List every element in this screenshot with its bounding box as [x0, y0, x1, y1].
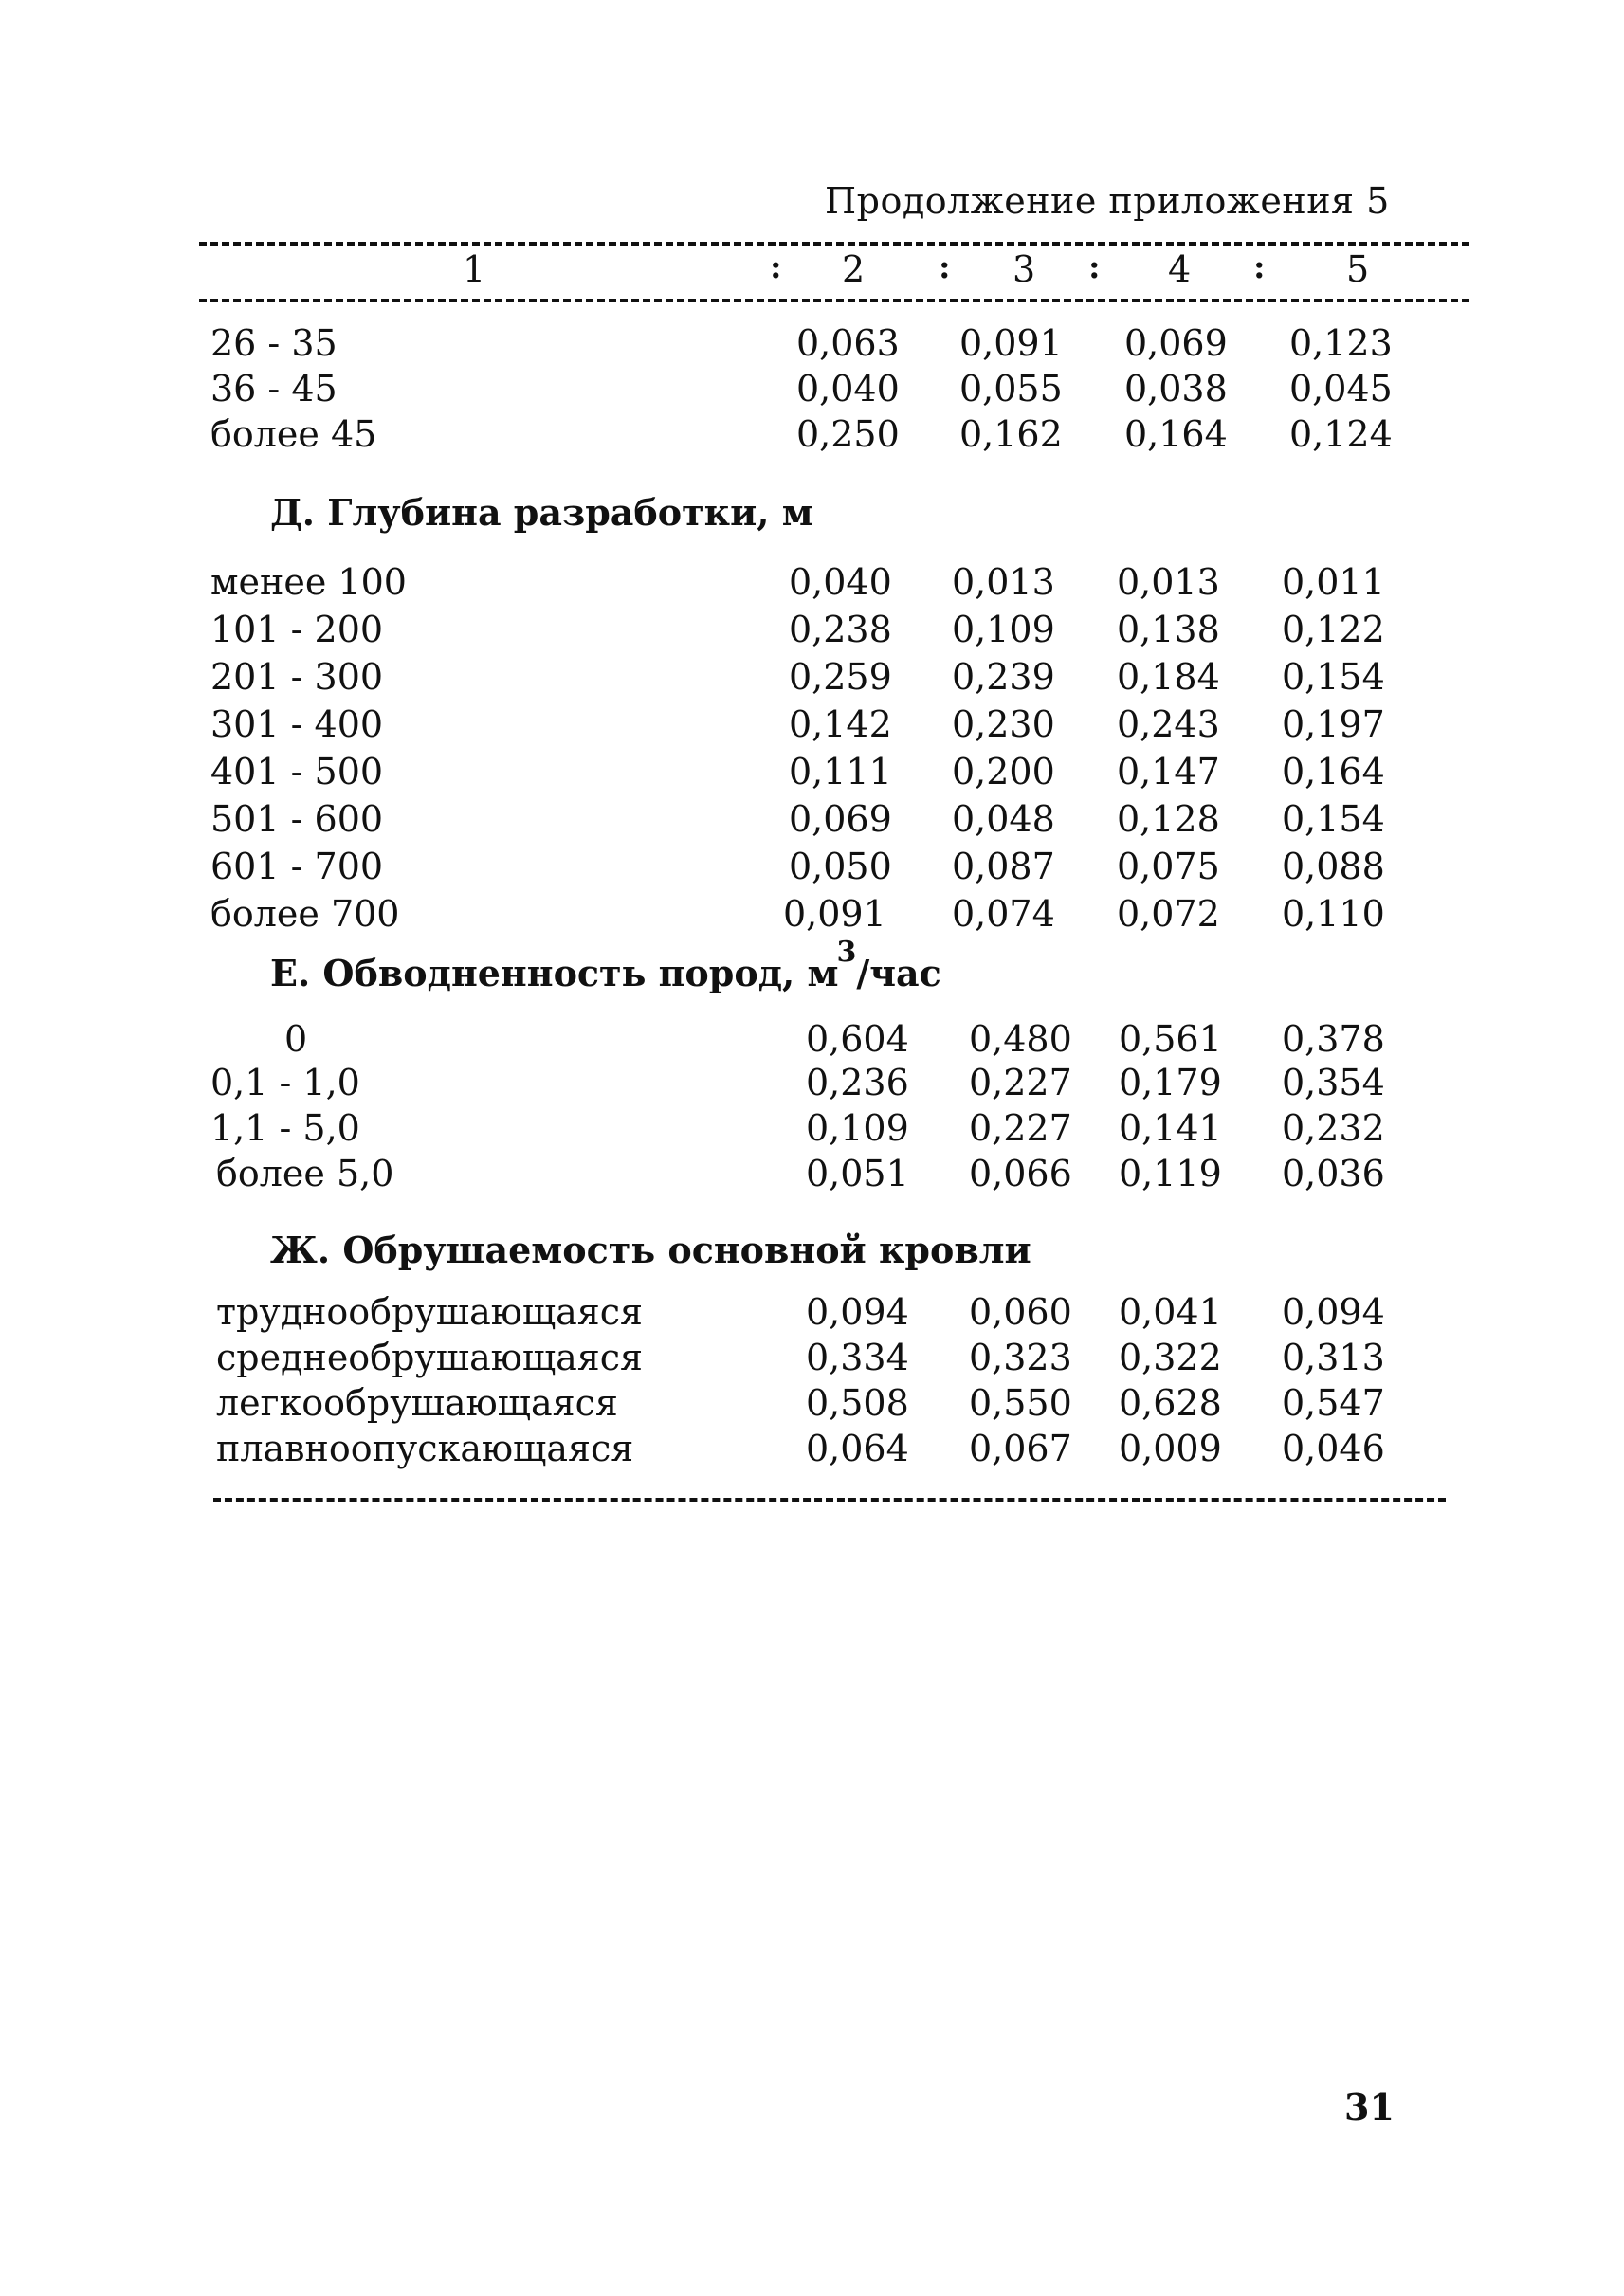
- table-row: [0, 1018, 1624, 1062]
- row-label: среднеобрушающаяся: [216, 1337, 644, 1378]
- value-col-2: 0,040: [796, 368, 900, 410]
- value-col-4: 0,561: [1119, 1018, 1222, 1060]
- row-label: 101 - 200: [210, 609, 384, 650]
- value-col-5: 0,154: [1282, 656, 1385, 698]
- superscript-cubic: 3: [836, 936, 857, 969]
- value-col-2: 0,334: [806, 1337, 909, 1378]
- table-row: [0, 751, 1624, 794]
- table-row: [0, 798, 1624, 842]
- value-col-4: 0,038: [1124, 368, 1228, 410]
- value-col-4: 0,138: [1117, 609, 1220, 650]
- value-col-4: 0,009: [1119, 1428, 1222, 1469]
- page-number: 31: [1344, 2086, 1395, 2128]
- table-row: [0, 322, 1624, 366]
- header-separator-2: :: [939, 248, 951, 286]
- value-col-4: 0,013: [1117, 561, 1220, 603]
- header-separator-4: :: [1253, 248, 1266, 286]
- value-col-2: 0,250: [796, 413, 900, 455]
- header-col-5: 5: [1346, 248, 1370, 290]
- row-label: 501 - 600: [210, 798, 384, 840]
- value-col-3: 0,048: [952, 798, 1055, 840]
- header-bottom-rule: [199, 299, 1469, 302]
- value-col-4: 0,628: [1119, 1382, 1222, 1424]
- section-title-depth: Д. Глубина разработки, м: [270, 491, 813, 534]
- section-title-text: Е. Обводненность пород, м: [270, 952, 839, 994]
- table-row: [0, 656, 1624, 700]
- table-row: [0, 1107, 1624, 1151]
- table-row: [0, 1428, 1624, 1471]
- row-label: 201 - 300: [210, 656, 384, 698]
- value-col-2: 0,508: [806, 1382, 909, 1424]
- value-col-2: 0,111: [789, 751, 892, 793]
- value-col-5: 0,232: [1282, 1107, 1385, 1149]
- value-col-2: 0,094: [806, 1291, 909, 1333]
- header-col-4: 4: [1168, 248, 1192, 290]
- value-col-5: 0,123: [1289, 322, 1393, 364]
- value-col-3: 0,227: [969, 1107, 1072, 1149]
- value-col-5: 0,088: [1282, 846, 1385, 887]
- table-row: [0, 1337, 1624, 1380]
- value-col-5: 0,122: [1282, 609, 1385, 650]
- value-col-2: 0,604: [806, 1018, 909, 1060]
- value-col-2: 0,040: [789, 561, 892, 603]
- section-title-water-inflow: [270, 936, 941, 994]
- header-col-1: 1: [463, 248, 486, 290]
- value-col-3: 0,230: [952, 703, 1055, 745]
- value-col-4: 0,184: [1117, 656, 1220, 698]
- value-col-4: 0,119: [1119, 1153, 1222, 1194]
- value-col-2: 0,064: [806, 1428, 909, 1469]
- row-label: 0,1 - 1,0: [210, 1062, 360, 1103]
- value-col-3: 0,227: [969, 1062, 1072, 1103]
- value-col-2: 0,051: [806, 1153, 909, 1194]
- value-col-4: 0,164: [1124, 413, 1228, 455]
- table-row: [0, 1382, 1624, 1426]
- header-separator-3: :: [1088, 248, 1101, 286]
- header-col-3: 3: [1013, 248, 1036, 290]
- value-col-3: 0,013: [952, 561, 1055, 603]
- value-col-4: 0,141: [1119, 1107, 1222, 1149]
- value-col-2: 0,050: [789, 846, 892, 887]
- row-label: 401 - 500: [210, 751, 384, 793]
- table-row: [0, 609, 1624, 652]
- table-row: [0, 846, 1624, 889]
- header-col-2: 2: [842, 248, 866, 290]
- table-row: [0, 413, 1624, 457]
- table-row: [0, 1062, 1624, 1105]
- row-label: 0: [284, 1018, 308, 1060]
- value-col-4: 0,147: [1117, 751, 1220, 793]
- value-col-4: 0,128: [1117, 798, 1220, 840]
- value-col-3: 0,066: [969, 1153, 1072, 1194]
- value-col-4: 0,179: [1119, 1062, 1222, 1103]
- value-col-2: 0,109: [806, 1107, 909, 1149]
- value-col-5: 0,164: [1282, 751, 1385, 793]
- value-col-5: 0,046: [1282, 1428, 1385, 1469]
- table-row: [0, 1153, 1624, 1196]
- value-col-3: 0,480: [969, 1018, 1072, 1060]
- value-col-3: 0,109: [952, 609, 1055, 650]
- value-col-2: 0,091: [783, 893, 886, 935]
- row-label: 36 - 45: [210, 368, 338, 410]
- row-label: труднообрушающаяся: [216, 1291, 644, 1333]
- row-label: более 700: [210, 893, 400, 935]
- value-col-2: 0,069: [789, 798, 892, 840]
- value-col-3: 0,087: [952, 846, 1055, 887]
- value-col-5: 0,011: [1282, 561, 1385, 603]
- value-col-4: 0,322: [1119, 1337, 1222, 1378]
- section-title-roof-caving: Ж. Обрушаемость основной кровли: [270, 1229, 1031, 1271]
- table-row: [0, 561, 1624, 605]
- row-label: плавноопускающаяся: [216, 1428, 634, 1469]
- value-col-2: 0,236: [806, 1062, 909, 1103]
- row-label: более 5,0: [216, 1153, 394, 1194]
- row-label: легкообрушающаяся: [216, 1382, 618, 1424]
- value-col-5: 0,197: [1282, 703, 1385, 745]
- table-row: [0, 1291, 1624, 1335]
- header-top-rule: [199, 242, 1469, 246]
- value-col-5: 0,036: [1282, 1153, 1385, 1194]
- value-col-5: 0,354: [1282, 1062, 1385, 1103]
- value-col-5: 0,124: [1289, 413, 1393, 455]
- value-col-5: 0,045: [1289, 368, 1393, 410]
- appendix-continuation-caption: Продолжение приложения 5: [825, 180, 1390, 222]
- row-label: более 45: [210, 413, 377, 455]
- value-col-2: 0,259: [789, 656, 892, 698]
- value-col-4: 0,072: [1117, 893, 1220, 935]
- table-row: [0, 893, 1624, 937]
- value-col-3: 0,091: [959, 322, 1063, 364]
- value-col-3: 0,055: [959, 368, 1063, 410]
- value-col-2: 0,063: [796, 322, 900, 364]
- value-col-5: 0,378: [1282, 1018, 1385, 1060]
- value-col-4: 0,041: [1119, 1291, 1222, 1333]
- value-col-2: 0,142: [789, 703, 892, 745]
- value-col-4: 0,075: [1117, 846, 1220, 887]
- table-row: [0, 703, 1624, 747]
- value-col-5: 0,154: [1282, 798, 1385, 840]
- value-col-3: 0,067: [969, 1428, 1072, 1469]
- row-label: 301 - 400: [210, 703, 384, 745]
- value-col-3: 0,550: [969, 1382, 1072, 1424]
- value-col-2: 0,238: [789, 609, 892, 650]
- value-col-5: 0,110: [1282, 893, 1385, 935]
- table-bottom-rule: [213, 1498, 1446, 1502]
- value-col-4: 0,243: [1117, 703, 1220, 745]
- row-label: 1,1 - 5,0: [210, 1107, 360, 1149]
- header-separator-1: :: [770, 248, 782, 286]
- row-label: менее 100: [210, 561, 407, 603]
- value-col-3: 0,239: [952, 656, 1055, 698]
- value-col-3: 0,060: [969, 1291, 1072, 1333]
- row-label: 26 - 35: [210, 322, 338, 364]
- row-label: 601 - 700: [210, 846, 384, 887]
- value-col-3: 0,200: [952, 751, 1055, 793]
- section-title-unit: /час: [856, 952, 941, 994]
- value-col-5: 0,547: [1282, 1382, 1385, 1424]
- value-col-5: 0,094: [1282, 1291, 1385, 1333]
- value-col-3: 0,323: [969, 1337, 1072, 1378]
- table-row: [0, 368, 1624, 411]
- value-col-3: 0,162: [959, 413, 1063, 455]
- value-col-3: 0,074: [952, 893, 1055, 935]
- value-col-5: 0,313: [1282, 1337, 1385, 1378]
- value-col-4: 0,069: [1124, 322, 1228, 364]
